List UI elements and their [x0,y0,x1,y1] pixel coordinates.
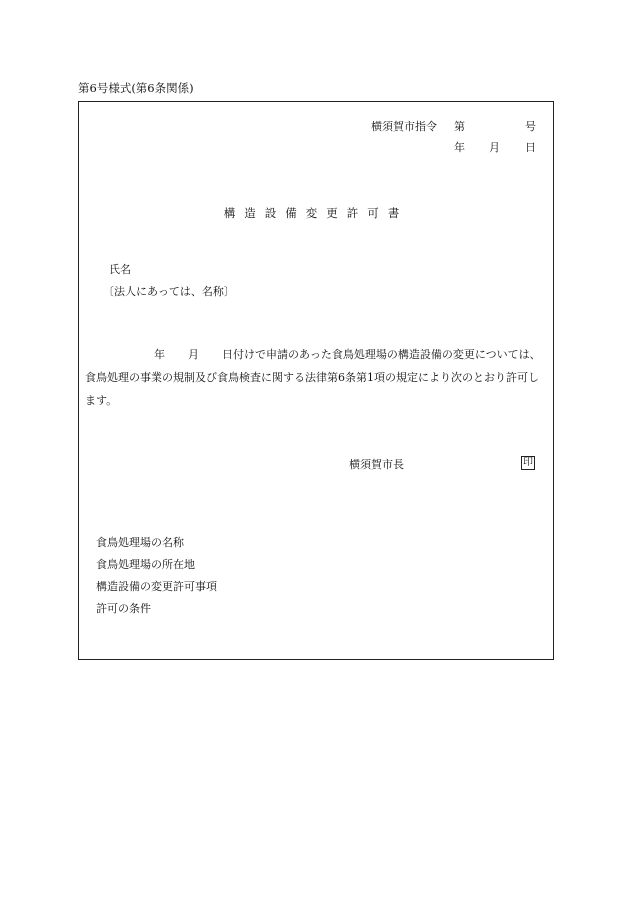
body-month-label: 月 [188,348,199,361]
list-item: 構造設備の変更許可事項 [96,580,217,593]
list-item: 食鳥処理場の所在地 [96,558,195,571]
item-list [96,532,217,620]
list-item: 許可の条件 [96,602,151,615]
form-number-label: 第6号様式(第6条関係) [78,81,194,95]
number-go-label: 号 [525,120,536,133]
body-year-label: 年 [154,348,165,361]
number-dai-label: 第 [454,120,465,133]
document-title: 構造設備変更許可書 [223,206,409,220]
mayor-label: 横須賀市長 [349,458,404,471]
seal-box: 印 [523,457,533,468]
certificate-frame [78,101,554,660]
list-item: 食鳥処理場の名称 [96,536,184,549]
issuer-label: 横須賀市指令 [371,120,437,133]
date-year-label: 年 [454,141,465,154]
body-text: 日付けで申請のあった食鳥処理場の構造設備の変更については、食鳥処理の事業の規制及び食鳥検査に関する法律第6条第1項の規定により次のとおり許可します。 [85,348,541,407]
seal-mark [521,456,535,470]
date-day-label: 日 [525,141,536,154]
corporation-name-note: 〔法人にあっては、名称〕 [103,285,235,298]
body-paragraph [85,343,547,412]
name-label: 氏名 [109,263,131,276]
date-month-label: 月 [489,141,500,154]
